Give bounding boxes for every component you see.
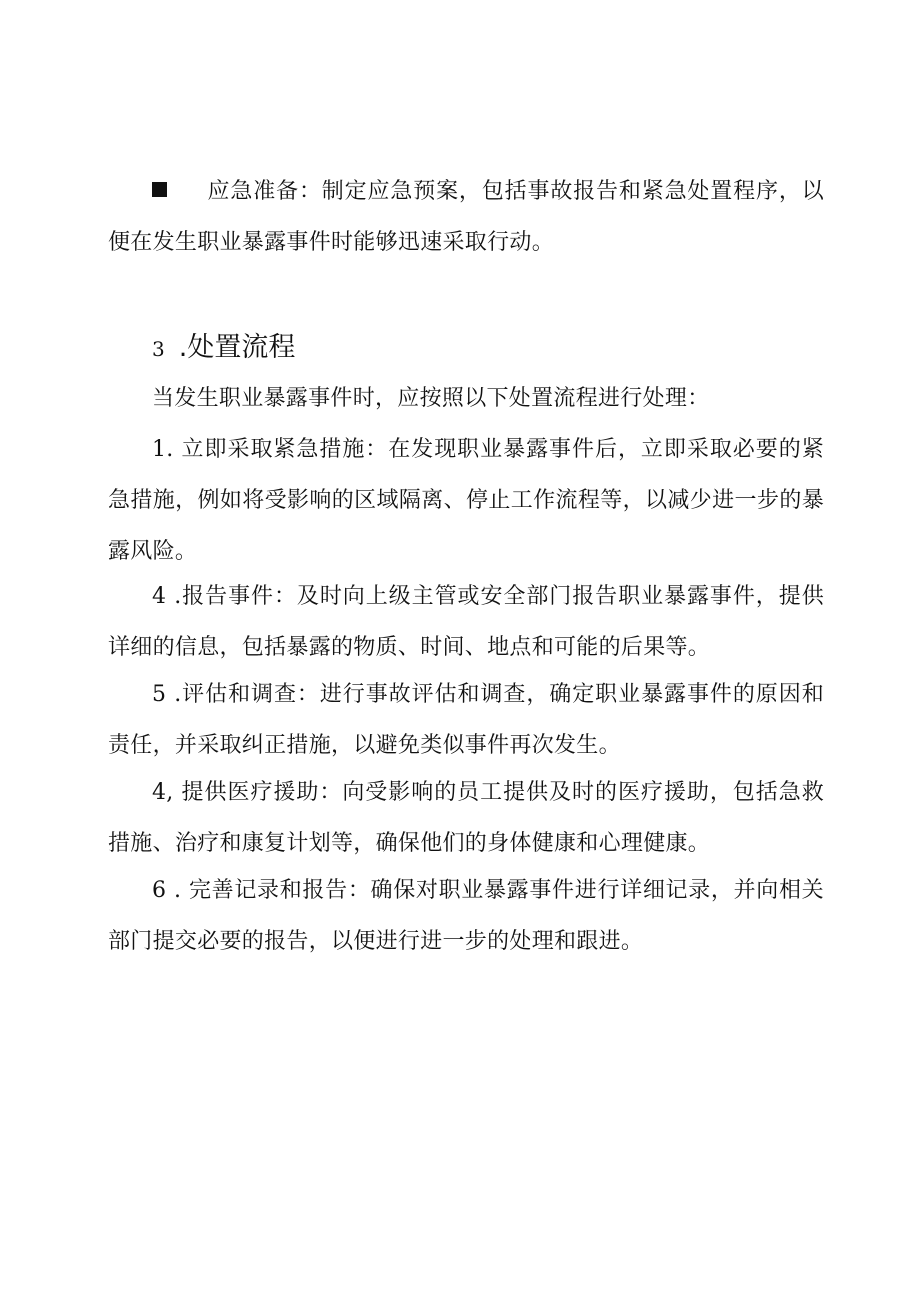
step-paragraph-5: 6 . 完善记录和报告：确保对职业暴露事件进行详细记录，并向相关部门提交必要的报告，以便进行进一步的处理和跟进。 (108, 878, 824, 954)
step-paragraph-4: 4, 提供医疗援助：向受影响的员工提供及时的医疗援助，包括急救措施、治疗和康复计划等，确保他们的身体健康和心理健康。 (108, 780, 824, 856)
bullet-text: 应急准备：制定应急预案，包括事故报告和紧急处置程序，以便在发生职业暴露事件时能够迅速采取行动。 (108, 179, 824, 255)
step-paragraph-3: 5 .评估和调查：进行事故评估和调查，确定职业暴露事件的原因和责任，并采取纠正措施，以避免类似事件再次发生。 (108, 682, 824, 758)
section-heading (152, 326, 295, 371)
bullet-paragraph (108, 166, 824, 268)
filled-square-icon (152, 182, 167, 197)
section-number: 3 (152, 337, 165, 361)
step-paragraph-2: 4 .报告事件：及时向上级主管或安全部门报告职业暴露事件，提供详细的信息，包括暴露的物质、时间、地点和可能的后果等。 (108, 584, 824, 660)
intro-paragraph: 当发生职业暴露事件时，应按照以下处置流程进行处理： (152, 386, 710, 411)
section-title: .处置流程 (178, 332, 296, 363)
step-paragraph-1: 1. 立即采取紧急措施：在发现职业暴露事件后，立即采取必要的紧急措施，例如将受影响的区域隔离、停止工作流程等，以减少进一步的暴露风险。 (108, 437, 824, 564)
